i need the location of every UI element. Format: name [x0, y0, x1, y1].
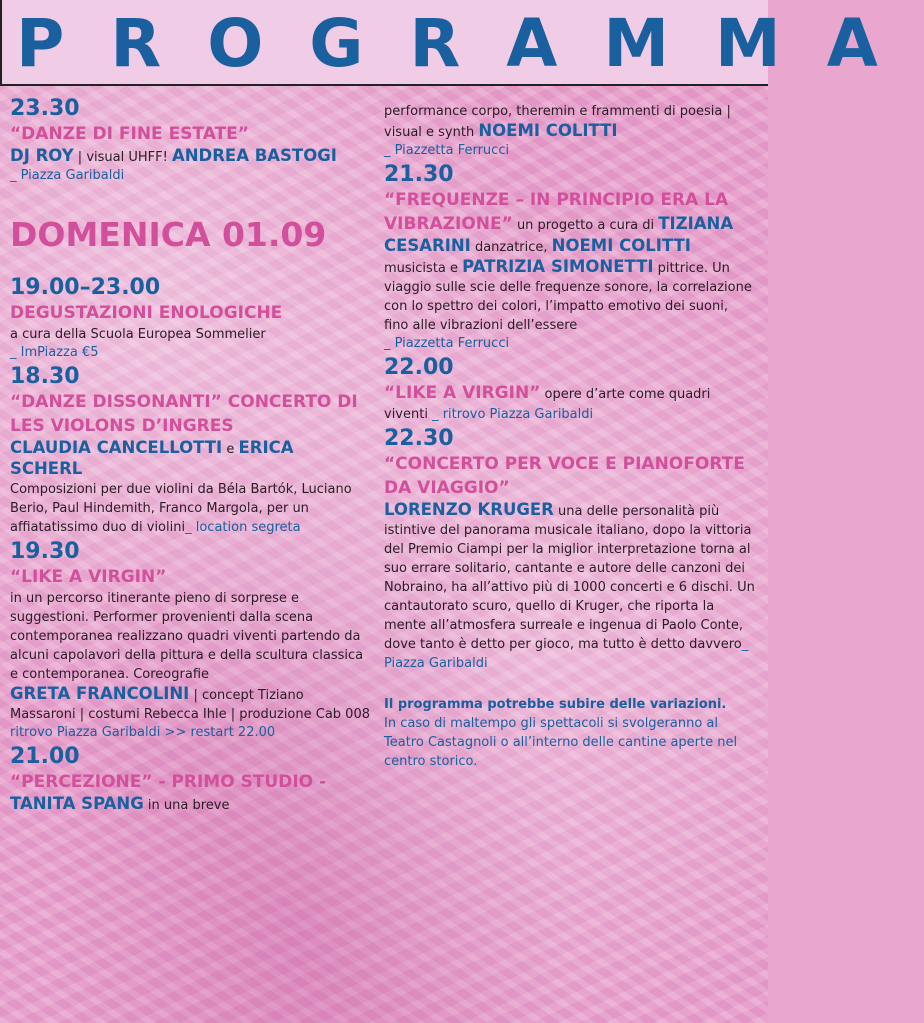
event-location: _ Piazza Garibaldi — [384, 637, 749, 671]
artist-name: ANDREA BASTOGI — [171, 146, 337, 165]
notice-heading: Il programma potrebbe subire delle variazioni. — [384, 697, 727, 712]
description-text: una delle personalità più istintive del panorama musicale italiano, dopo la vittoria del Premio Ciampi per la miglior interpretazione torna al suo errare solitario, cantante e autore delle canzoni dei Nobraino, ha all’attivo più di 1000 concerti e 6 dischi. Un cantautorato scuro, quello di Kruger, che riporta la mente all’atmosfera surreale e ingenua di Paolo Conte, dove tanto è detto per gioco, ma tutto è detto davvero — [384, 504, 755, 652]
event-artists — [10, 146, 370, 167]
event-time: 21.30 — [384, 162, 454, 187]
artist-name: TANITA SPANG — [10, 794, 144, 813]
header-banner — [0, 0, 924, 86]
event-title: “LIKE A VIRGIN” — [10, 567, 167, 587]
event-1930 — [10, 539, 370, 742]
credits-text: | concept Tiziano Massaroni | costumi Rebecca Ihle | produzione Cab 008 — [10, 688, 370, 722]
event-artists — [10, 438, 370, 480]
description-text: danzatrice, — [470, 240, 552, 255]
event-1830 — [10, 364, 370, 537]
artist-separator: e — [222, 442, 239, 457]
event-title: “DANZE DISSONANTI” CONCERTO DI LES VIOLONS D’INGRES — [10, 392, 358, 436]
event-2100 — [10, 744, 370, 815]
description-text: in una breve — [143, 798, 230, 813]
page-title: PROGRAMMA — [16, 5, 924, 82]
event-location: ritrovo Piazza Garibaldi >> restart 22.00 — [10, 725, 276, 740]
event-title: DEGUSTAZIONI ENOLOGICHE — [10, 303, 283, 323]
event-title: “PERCEZIONE” - PRIMO STUDIO - — [10, 772, 327, 792]
event-2230 — [384, 426, 756, 673]
artist-name: NOEMI COLITTI — [478, 121, 618, 140]
program-notice — [384, 695, 756, 771]
event-time: 22.00 — [384, 355, 454, 380]
event-description — [384, 188, 756, 335]
artist-name: DJ ROY — [10, 146, 74, 165]
event-1900 — [10, 275, 370, 362]
right-column — [384, 102, 756, 771]
event-description — [10, 480, 370, 537]
event-description: in un percorso itinerante pieno di sorprese e suggestioni. Performer provenienti dalla scena contemporanea realizzano quadri viventi partendo da alcuni capolavori della pittura e della scultura classica e contemporanea. Coreografie — [10, 591, 364, 682]
event-credits — [10, 684, 370, 724]
event-time: 22.30 — [384, 426, 454, 451]
event-title: “LIKE A VIRGIN” — [384, 383, 541, 403]
event-description — [384, 102, 756, 142]
event-artists — [10, 794, 370, 815]
event-location: _ ritrovo Piazza Garibaldi — [432, 407, 594, 422]
event-2330 — [10, 96, 370, 185]
description-text: performance corpo, theremin e frammenti di poesia | visual e synth — [384, 104, 731, 140]
event-location: _ Piazzetta Ferrucci — [384, 143, 510, 158]
artist-name: PATRIZIA SIMONETTI — [462, 257, 654, 276]
description-text: opere d’arte come quadri viventi — [384, 387, 711, 422]
event-description: a cura della Scuola Europea Sommelier — [10, 327, 266, 342]
event-time: 23.30 — [10, 96, 80, 121]
event-title: “DANZE DI FINE ESTATE” — [10, 124, 249, 144]
description-text: musicista e — [384, 261, 463, 276]
description-text: Composizioni per due violini da Béla Bartók, Luciano Berio, Paul Hindemith, Franco Margola, per un affiatatissimo duo di violini — [10, 482, 352, 535]
description-text: pittrice. Un viaggio sulle scie delle frequenze sonore, la correlazione con lo spettro dei colori, l’impatto emotivo dei suoni, fino alle vibrazioni dell’essere — [384, 261, 752, 333]
event-2130 — [384, 162, 756, 353]
artist-name: LORENZO KRUGER — [384, 500, 554, 519]
event-title: “FREQUENZE – IN PRINCIPIO ERA LA VIBRAZIONE” — [384, 190, 729, 234]
event-time: 19.00–23.00 — [10, 275, 161, 300]
artist-name: GRETA FRANCOLINI — [10, 684, 190, 703]
artist-name: TIZIANA CESARINI — [384, 214, 734, 255]
artist-name: CLAUDIA CANCELLOTTI — [10, 438, 223, 457]
event-2100-continued — [384, 102, 756, 160]
event-time: 21.00 — [10, 744, 80, 769]
event-description — [384, 381, 756, 424]
event-location: _ Piazzetta Ferrucci — [384, 336, 510, 351]
left-column — [10, 96, 370, 817]
artist-name: ERICA SCHERL — [10, 438, 294, 478]
event-2200 — [384, 355, 756, 424]
event-location: _ ImPiazza €5 — [10, 345, 99, 360]
event-description — [384, 500, 756, 673]
event-location: _ location segreta — [185, 520, 301, 535]
notice-text: In caso di maltempo gli spettacoli si svolgeranno al Teatro Castagnoli o all’interno delle cantine aperte nel centro storico. — [384, 716, 738, 769]
event-title: “CONCERTO PER VOCE E PIANOFORTE DA VIAGGIO” — [384, 454, 745, 498]
artist-name: NOEMI COLITTI — [551, 236, 691, 255]
artist-separator: | visual UHFF! — [73, 150, 172, 165]
event-time: 18.30 — [10, 364, 80, 389]
event-location: _ Piazza Garibaldi — [10, 168, 125, 183]
description-text: un progetto a cura di — [512, 218, 659, 233]
event-time: 19.30 — [10, 539, 80, 564]
day-heading: DOMENICA 01.09 — [10, 215, 327, 254]
